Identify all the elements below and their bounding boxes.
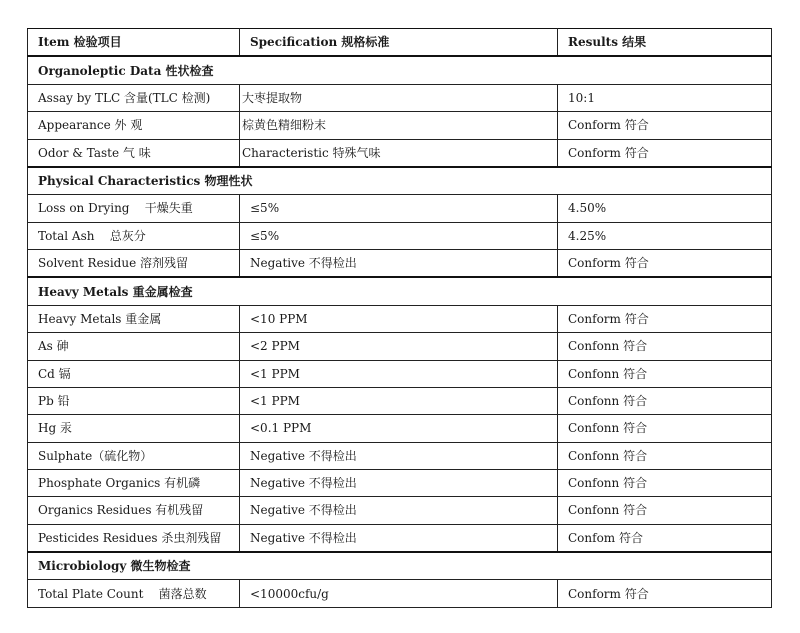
table-row [28, 442, 772, 469]
table-row [28, 222, 772, 249]
section-row-heavy-metals [28, 277, 772, 305]
item-cell: Heavy Metals 重金属 [28, 305, 240, 332]
table-row [28, 305, 772, 332]
section-row-microbiology [28, 552, 772, 580]
spec-cell: 棕黄色精细粉末 [240, 112, 558, 139]
table-row [28, 469, 772, 496]
spec-cell: Negative 不得检出 [240, 524, 558, 552]
table-row [28, 195, 772, 222]
result-cell: Conform 符合 [558, 580, 772, 608]
result-cell: Confom 符合 [558, 524, 772, 552]
spec-cell: <10 PPM [240, 305, 558, 332]
spec-cell: <1 PPM [240, 360, 558, 387]
header-item: Item 检验项目 [28, 29, 240, 57]
result-cell: Confonn 符合 [558, 387, 772, 414]
item-cell: Total Plate Count 菌落总数 [28, 580, 240, 608]
result-cell: Confonn 符合 [558, 415, 772, 442]
result-cell: Conform 符合 [558, 139, 772, 167]
spec-cell: Negative 不得检出 [240, 469, 558, 496]
item-cell: Total Ash 总灰分 [28, 222, 240, 249]
header-results: Results 结果 [558, 29, 772, 57]
table-header-row [28, 29, 772, 57]
spec-cell: 大枣提取物 [240, 84, 558, 111]
table-row [28, 112, 772, 139]
item-cell: Sulphate（硫化物） [28, 442, 240, 469]
result-cell: Conform 符合 [558, 112, 772, 139]
item-cell: Odor & Taste 气 味 [28, 139, 240, 167]
result-cell: 4.25% [558, 222, 772, 249]
result-cell: Confonn 符合 [558, 497, 772, 524]
table-row [28, 415, 772, 442]
section-row-physical [28, 167, 772, 195]
table-row [28, 524, 772, 552]
item-cell: Hg 汞 [28, 415, 240, 442]
item-cell: Pb 铅 [28, 387, 240, 414]
table-row [28, 333, 772, 360]
section-title: Heavy Metals 重金属检查 [28, 277, 772, 305]
section-title: Organoleptic Data 性状检查 [28, 56, 772, 84]
item-cell: Appearance 外 观 [28, 112, 240, 139]
table-row [28, 139, 772, 167]
spec-cell: <2 PPM [240, 333, 558, 360]
section-title: Microbiology 微生物检查 [28, 552, 772, 580]
header-specification: Specification 规格标准 [240, 29, 558, 57]
table-row [28, 360, 772, 387]
table-row [28, 84, 772, 111]
result-cell: Conform 符合 [558, 250, 772, 278]
item-cell: As 砷 [28, 333, 240, 360]
item-cell: Organics Residues 有机残留 [28, 497, 240, 524]
item-cell: Loss on Drying 干燥失重 [28, 195, 240, 222]
item-cell: Assay by TLC 含量(TLC 检测) [28, 84, 240, 111]
result-cell: Confonn 符合 [558, 442, 772, 469]
result-cell: Confonn 符合 [558, 469, 772, 496]
result-cell: Confonn 符合 [558, 333, 772, 360]
item-cell: Solvent Residue 溶剂残留 [28, 250, 240, 278]
spec-cell: Negative 不得检出 [240, 250, 558, 278]
table-row [28, 250, 772, 278]
item-cell: Phosphate Organics 有机磷 [28, 469, 240, 496]
spec-cell: ≤5% [240, 222, 558, 249]
item-cell: Pesticides Residues 杀虫剂残留 [28, 524, 240, 552]
result-cell: Confonn 符合 [558, 360, 772, 387]
section-row-organoleptic [28, 56, 772, 84]
spec-cell: <0.1 PPM [240, 415, 558, 442]
result-cell: 4.50% [558, 195, 772, 222]
spec-cell: <1 PPM [240, 387, 558, 414]
table-row [28, 580, 772, 608]
result-cell: 10:1 [558, 84, 772, 111]
section-title: Physical Characteristics 物理性状 [28, 167, 772, 195]
result-cell: Conform 符合 [558, 305, 772, 332]
table-row [28, 497, 772, 524]
spec-cell: Negative 不得检出 [240, 442, 558, 469]
spec-cell: ≤5% [240, 195, 558, 222]
specification-table [27, 28, 772, 608]
item-cell: Cd 镉 [28, 360, 240, 387]
spec-cell: Characteristic 特殊气味 [240, 139, 558, 167]
spec-cell: Negative 不得检出 [240, 497, 558, 524]
table-row [28, 387, 772, 414]
spec-cell: <10000cfu/g [240, 580, 558, 608]
